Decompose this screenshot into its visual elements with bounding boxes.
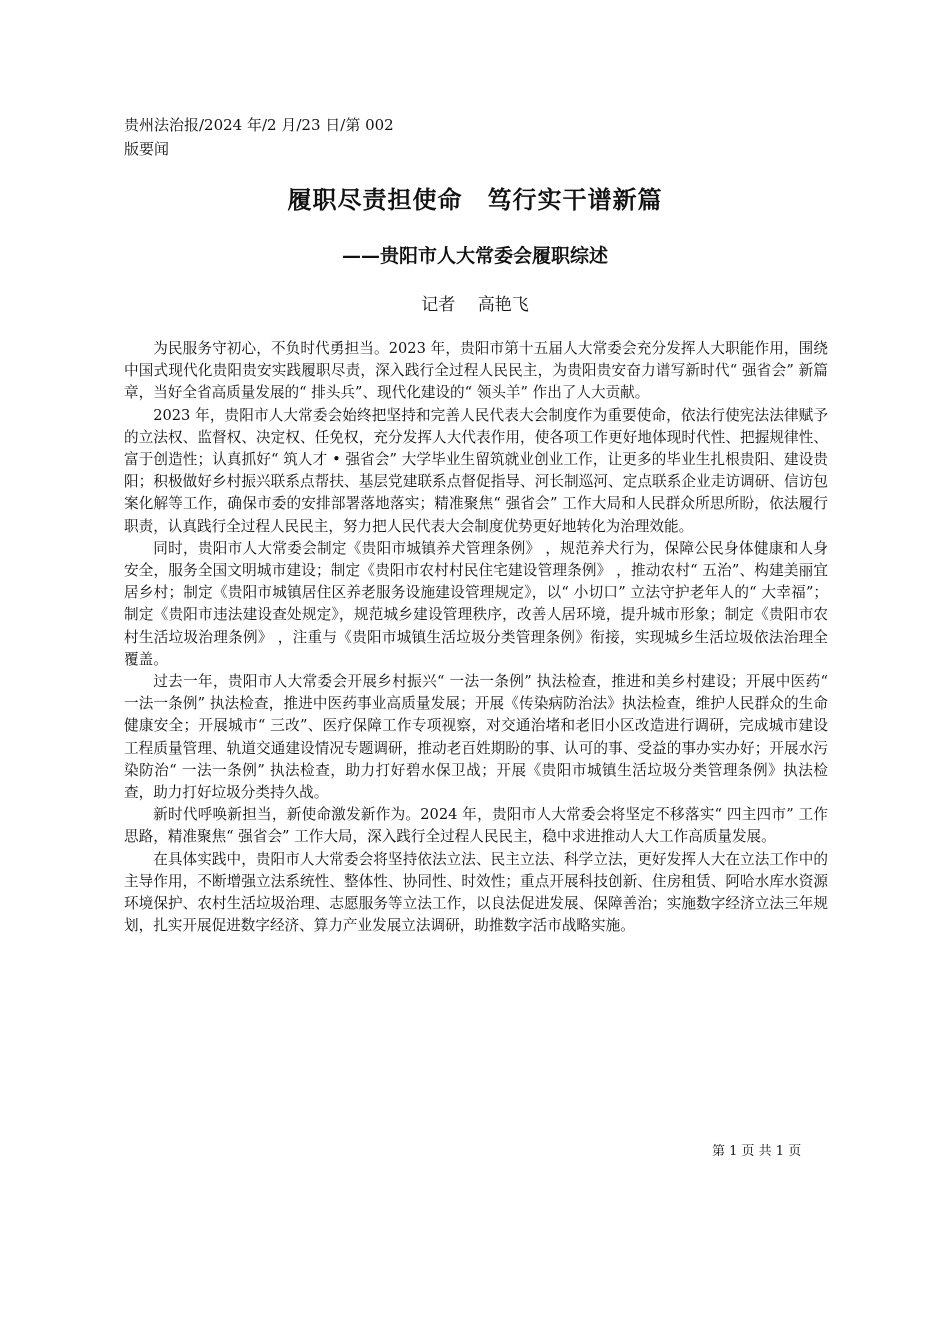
paragraph: 2023 年，贵阳市人大常委会始终把坚持和完善人民代表大会制度作为重要使命，依法行使宪法法律赋予的立法权、监督权、决定权、任免权，充分发挥人大代表作用，使各项工作更好地体现时代性、把握规律性、富于创造性；认真抓好“ 筑人才 • 强省会” 大学毕业生留筑就业创业工作，让更多的毕业生扎根贵阳、建设贵阳；积极做好乡村振兴联系点帮扶、基层党建联系点督促指导、河长制巡河、定点联系企业走访调研、信访包案化解等工作，确保市委的安排部署落地落实；精准聚焦“ 强省会” 工作大局和人民群众所思所盼，依法履行职责，认真践行全过程人民民主，努力把人民代表大会制度优势更好地转化为治理效能。 <box>124 406 828 535</box>
paragraph: 为民服务守初心，不负时代勇担当。2023 年，贵阳市第十五届人大常委会充分发挥人大职能作用，围绕中国式现代化贵阳贵安实践履职尽责，深入践行全过程人民民主，为贵阳贵安奋力谱写新时代“ 强省会” 新篇章，当好全省高质量发展的“ 排头兵”、现代化建设的“ 领头羊” 作出了人大贡献。 <box>124 340 828 402</box>
paragraph: 在具体实践中，贵阳市人大常委会将坚持依法立法、民主立法、科学立法，更好发挥人大在立法工作中的主导作用，不断增强立法系统性、整体性、协同性、时效性；重点开展科技创新、住房租赁、阿哈水库水资源环境保护、农村生活垃圾治理、志愿服务等立法工作，以良法促进发展、保障善治；实施数字经济立法三年规划，扎实开展促进数字经济、算力产业发展立法调研，助推数字活市战略实施。 <box>124 850 828 935</box>
page-number: 第 1 页 共 1 页 <box>712 1144 802 1159</box>
article-title: 履职尽责担使命 笃行实干谱新篇 <box>287 185 663 214</box>
paragraph: 同时，贵阳市人大常委会制定《贵阳市城镇养犬管理条例》 ，规范养犬行为，保障公民身体健康和人身安全，服务全国文明城市建设；制定《贵阳市农村村民住宅建设管理条例》 ，推动农村“ 五治”、构建美丽宜居乡村；制定《贵阳市城镇居住区养老服务设施建设管理规定》，以“ 小切口” 立法守护老年人的“ 大幸福”；制定《贵阳市违法建设查处规定》，规范城乡建设管理秩序，改善人居环境，提升城市形象；制定《贵阳市农村生活垃圾治理条例》 ，注重与《贵阳市城镇生活垃圾分类管理条例》衔接，实现城乡生活垃圾依法治理全覆盖。 <box>124 539 828 668</box>
article-body <box>124 338 828 937</box>
source-line: 贵州法治报/2024 年/2 月/23 日/第 002 <box>124 116 394 134</box>
section-label: 版要闻 <box>124 140 170 158</box>
byline: 记者 高艳飞 <box>421 295 529 315</box>
paragraph: 过去一年，贵阳市人大常委会开展乡村振兴“ 一法一条例” 执法检查，推进和美乡村建设；开展中医药“ 一法一条例” 执法检查，推进中医药事业高质量发展；开展《传染病防治法》执法检查，维护人民群众的生命健康安全；开展城市“ 三改”、医疗保障工作专项视察，对交通治堵和老旧小区改造进行调研，完成城市建设工程质量管理、轨道交通建设情况专题调研，推动老百姓期盼的事、认可的事、受益的事办实办好；开展水污染防治“ 一法一条例” 执法检查，助力打好碧水保卫战；开展《贵阳市城镇生活垃圾分类管理条例》执法检查，助力打好垃圾分类持久战。 <box>124 673 828 802</box>
paragraph: 新时代呼唤新担当，新使命激发新作为。2024 年，贵阳市人大常委会将坚定不移落实“ 四主四市” 工作思路，精准聚焦“ 强省会” 工作大局，深入践行全过程人民民主，稳中求进推动人大工作高质量发展。 <box>124 806 828 846</box>
source-info <box>124 113 394 161</box>
article-subtitle: ——贵阳市人大常委会履职综述 <box>341 245 608 267</box>
